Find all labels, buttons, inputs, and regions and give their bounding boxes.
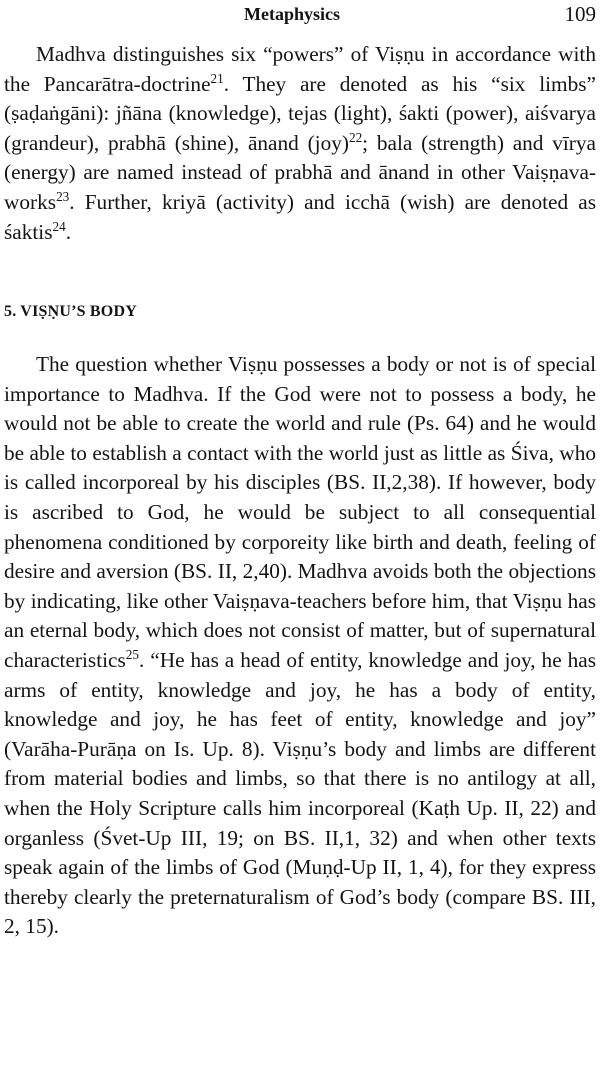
footnote-ref: 24	[52, 218, 66, 234]
footnote-ref: 22	[348, 129, 363, 145]
page-number: 109	[564, 2, 596, 26]
footnote-ref: 25	[125, 646, 139, 662]
text-run: The question whether Viṣṇu possesses a body or not is of special importance to Madhva. If the God were not to possess a body, he would not be able to create the world and rule (Ps. 64) and he would be able to establish a contact with the world just as little as Śiva, who is called incorporeal by his disciples (BS. II,2,38). If however, body is ascribed to God, he would be subject to all consequential phenomena conditioned by corporeity like birth and death, feeling of desire and aversion (BS. II, 2,40). Madhva avoids both the objections by indicating, like other Vaiṣṇava-teachers before him, that Viṣṇu has an eternal body, which does not consist of matter, but of supernatural characteristics	[4, 352, 596, 672]
text-run: . They are denoted as his “six limbs” (ṣaḍaṅgāni): jñāna (knowledge), tejas (light), śakti (power), aiśvarya (grandeur), prabhā (shine), ānand (joy)	[4, 71, 596, 155]
chapter-title: Metaphysics	[244, 4, 340, 24]
running-header	[0, 2, 600, 26]
text-run: .	[65, 219, 72, 244]
text-run: . “He has a head of entity, knowledge and joy, he has arms of entity, knowledge and joy, he has a body of entity, knowledge and joy, he has feet of entity, knowledge and joy” (Varāha-Purāṇa on Is. Up. 8). Viṣṇu’s body and limbs are different from material bodies and limbs, so that there is no antilogy at all, when the Holy Scripture calls him incorporeal (Kaṭh Up. II, 22) and organless (Śvet-Up III, 19; on BS. II,1, 32) and when other texts speak again of the limbs of God (Muṇḍ-Up II, 1, 4), for they express thereby clearly the preternaturalism of God’s body (compare BS. III, 2, 15).	[4, 647, 596, 939]
text-run: ; bala (strength) and vīrya (energy) are named instead of prabhā and ānand in other Vaiṣṇava-works	[4, 130, 596, 214]
paragraph-body	[4, 350, 596, 942]
footnote-ref: 21	[210, 70, 224, 86]
section-heading: 5. VIṢṆU’S BODY	[4, 303, 137, 320]
footnote-ref: 23	[56, 188, 70, 204]
text-run: Madhva distinguishes six “powers” of Viṣṇu in accordance with the Pancarātra-doctrine	[4, 42, 596, 96]
text-run: . Further, kriyā (activity) and icchā (wish) are denoted as śaktis	[4, 189, 596, 244]
paragraph-powers	[4, 40, 596, 247]
